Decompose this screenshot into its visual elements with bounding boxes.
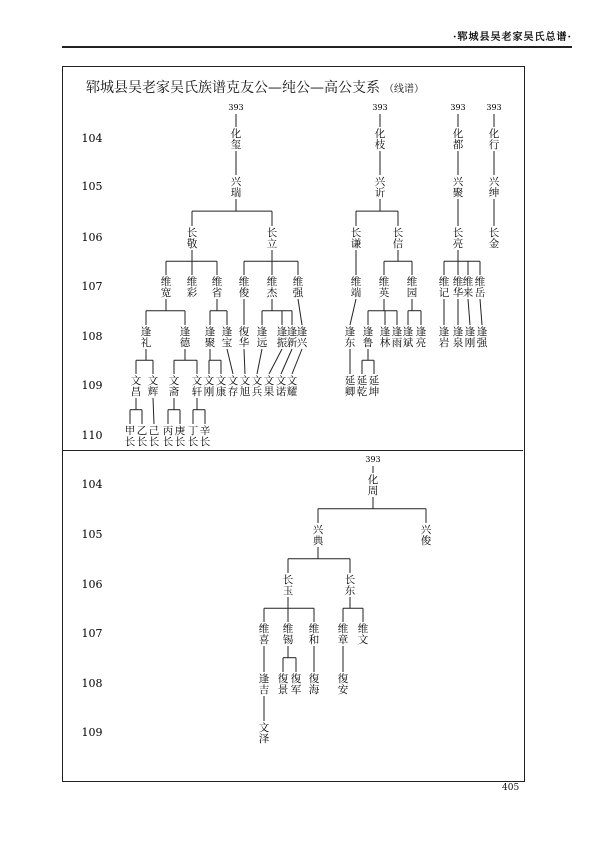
name-char: 化 (230, 128, 242, 140)
name-char: 英 (378, 287, 390, 299)
name-char: 復 (337, 673, 349, 685)
connector-line (350, 299, 356, 325)
name-char: 復 (308, 673, 320, 685)
name-char: 逢 (379, 326, 391, 338)
name-char: 逢 (402, 326, 414, 338)
name-char: 维 (238, 276, 250, 288)
generation-label: 108 (81, 677, 103, 690)
person-name (439, 325, 450, 349)
name-char: 杰 (266, 287, 278, 299)
name-char: 长 (136, 436, 148, 448)
name-char: 礼 (140, 337, 152, 349)
name-char: 兴 (230, 176, 242, 188)
generation-label: 109 (81, 379, 103, 392)
name-char: 化 (367, 474, 379, 486)
connector-line (244, 349, 245, 374)
person-name (345, 574, 356, 597)
person-name (240, 375, 251, 398)
person-name (453, 127, 464, 151)
name-char: 辛 (199, 425, 211, 437)
person-name (283, 574, 294, 597)
name-char: 华 (452, 287, 464, 299)
person-name (141, 325, 152, 349)
name-char: 长 (488, 227, 500, 239)
name-char: 诺 (275, 386, 287, 398)
person-name (205, 325, 216, 349)
name-char: 枝 (374, 139, 386, 151)
running-header: ·郓城县吴老家吴氏总谱· (453, 32, 572, 43)
person-name (465, 325, 476, 349)
person-name (204, 375, 215, 398)
person-name (267, 275, 278, 299)
generation-label: 105 (81, 180, 103, 193)
name-char: 来 (462, 287, 474, 299)
name-char: 旭 (239, 386, 251, 398)
name-char: 聚 (452, 187, 464, 199)
person-name (228, 375, 239, 398)
person-name (231, 176, 242, 199)
person-name (169, 375, 180, 398)
person-name (453, 325, 464, 349)
name-char: 延 (344, 375, 356, 387)
name-char: 雨 (391, 337, 403, 349)
person-name (463, 275, 474, 299)
name-char: 玉 (282, 585, 294, 597)
name-char: 维 (186, 276, 198, 288)
person-name (187, 227, 198, 250)
name-char: 长 (392, 227, 404, 239)
connector-line (480, 299, 482, 325)
name-char: 长 (344, 574, 356, 586)
person-name (313, 524, 324, 547)
connector-line (468, 299, 470, 325)
name-char: 章 (337, 634, 349, 646)
name-char: 宽 (160, 287, 172, 299)
person-name (287, 375, 298, 398)
person-name (192, 375, 203, 398)
name-char: 长 (199, 436, 211, 448)
name-char: 斋 (168, 386, 180, 398)
name-char: 坤 (368, 386, 380, 398)
person-name (368, 473, 379, 497)
name-char: 斌 (402, 337, 414, 349)
name-char: 聚 (204, 337, 216, 349)
name-char: 景 (277, 684, 289, 696)
name-char: 丁 (187, 425, 199, 437)
name-char: 逢 (286, 326, 298, 338)
name-char: 泉 (452, 337, 464, 349)
name-char: 强 (476, 337, 488, 349)
person-name (416, 325, 427, 349)
name-char: 昌 (130, 386, 142, 398)
name-char: 长 (187, 436, 199, 448)
name-char: 卿 (344, 386, 356, 398)
name-char: 文 (263, 375, 275, 387)
person-name (125, 425, 136, 448)
generation-label: 104 (81, 132, 103, 145)
name-char: 长 (282, 574, 294, 586)
connector-line (269, 349, 282, 374)
name-char: 林 (379, 337, 391, 349)
person-name (489, 127, 500, 151)
name-char: 园 (406, 287, 418, 299)
generation-number: 393 (372, 103, 388, 112)
person-name (297, 325, 308, 349)
name-char: 德 (179, 337, 191, 349)
person-name (216, 375, 227, 398)
person-name (489, 227, 500, 250)
name-char: 文 (168, 375, 180, 387)
person-name (212, 275, 223, 299)
name-char: 记 (438, 287, 450, 299)
person-name (403, 325, 414, 349)
name-char: 文 (258, 722, 270, 734)
person-name (259, 622, 270, 646)
generation-label: 107 (81, 627, 103, 640)
connector-line (153, 398, 154, 424)
generation-label: 104 (81, 478, 103, 491)
person-name (489, 176, 500, 199)
name-char: 甲 (124, 425, 136, 437)
person-name (131, 375, 142, 398)
name-char: 逢 (362, 326, 374, 338)
name-char: 维 (266, 276, 278, 288)
generation-number: 393 (365, 455, 381, 464)
name-char: 逢 (221, 326, 233, 338)
name-char: 维 (292, 276, 304, 288)
name-char: 维 (350, 276, 362, 288)
person-name (259, 672, 270, 696)
name-char: 长 (452, 227, 464, 239)
generation-label: 106 (81, 231, 103, 244)
name-char: 岩 (438, 337, 450, 349)
person-name (259, 722, 270, 745)
name-char: 泽 (258, 733, 270, 745)
name-char: 兵 (251, 386, 263, 398)
name-char: 瑞 (230, 187, 242, 199)
name-char: 逢 (438, 326, 450, 338)
name-char: 文 (203, 375, 215, 387)
connector-line (257, 349, 262, 374)
name-char: 信 (392, 238, 404, 250)
name-char: 化 (374, 128, 386, 140)
person-name (309, 672, 320, 696)
name-char: 刚 (203, 386, 215, 398)
name-char: 喜 (258, 634, 270, 646)
name-char: 长 (148, 436, 160, 448)
name-char: 文 (191, 375, 203, 387)
person-name (149, 425, 160, 448)
person-name (278, 672, 289, 696)
name-char: 逢 (258, 673, 270, 685)
name-char: 安 (337, 684, 349, 696)
name-char: 康 (215, 386, 227, 398)
name-char: 文 (227, 375, 239, 387)
person-name (439, 275, 450, 299)
name-char: 维 (337, 623, 349, 635)
name-char: 延 (368, 375, 380, 387)
name-char: 庚 (174, 425, 186, 437)
name-char: 省 (211, 287, 223, 299)
person-name (180, 325, 191, 349)
name-char: 维 (308, 623, 320, 635)
generation-label: 106 (81, 578, 103, 591)
generation-label: 107 (81, 280, 103, 293)
name-char: 长 (266, 227, 278, 239)
name-char: 典 (312, 535, 324, 547)
name-char: 鲁 (362, 337, 374, 349)
name-char: 䜣 (374, 187, 386, 199)
name-char: 亮 (452, 238, 464, 250)
person-name (477, 325, 488, 349)
name-char: 文 (215, 375, 227, 387)
name-char: 逢 (140, 326, 152, 338)
name-char: 逢 (452, 326, 464, 338)
name-char: 刚 (464, 337, 476, 349)
person-name (222, 325, 233, 349)
person-name (257, 325, 268, 349)
name-char: 长 (350, 227, 362, 239)
name-char: 远 (256, 337, 268, 349)
person-name (351, 275, 362, 299)
name-char: 周 (367, 485, 379, 497)
person-name (283, 622, 294, 646)
title-subtitle: （线谱） (384, 84, 424, 95)
name-char: 和 (308, 634, 320, 646)
name-char: 维 (282, 623, 294, 635)
connector-line (292, 349, 302, 374)
person-name (375, 176, 386, 199)
name-char: 俊 (238, 287, 250, 299)
person-name (357, 374, 368, 398)
name-char: 轩 (191, 386, 203, 398)
generation-number: 393 (450, 103, 466, 112)
person-name (475, 275, 486, 299)
person-name (375, 127, 386, 151)
generation-label: 110 (81, 429, 103, 442)
name-char: 文 (239, 375, 251, 387)
name-char: 化 (488, 128, 500, 140)
name-char: 亮 (415, 337, 427, 349)
name-char: 復 (277, 673, 289, 685)
name-char: 兴 (420, 524, 432, 536)
generation-label: 108 (81, 330, 103, 343)
person-name (453, 176, 464, 199)
name-char: 维 (438, 276, 450, 288)
name-char: 延 (356, 375, 368, 387)
person-name (239, 275, 250, 299)
name-char: 逢 (391, 326, 403, 338)
person-name (338, 672, 349, 696)
name-char: 维 (406, 276, 418, 288)
name-char: 己 (148, 425, 160, 437)
person-name (252, 375, 263, 398)
person-name (200, 424, 211, 448)
name-char: 逢 (296, 326, 308, 338)
name-char: 復 (290, 673, 302, 685)
name-char: 逢 (464, 326, 476, 338)
name-char: 兴 (488, 176, 500, 188)
name-char: 振 (276, 337, 288, 349)
name-char: 乾 (356, 386, 368, 398)
name-char: 丙 (162, 425, 174, 437)
name-char: 华 (238, 337, 250, 349)
name-char: 文 (275, 375, 287, 387)
person-name (358, 622, 369, 646)
name-char: 东 (344, 585, 356, 597)
person-name (231, 127, 242, 151)
name-char: 吉 (258, 684, 270, 696)
name-char: 逢 (256, 326, 268, 338)
name-char: 长 (162, 436, 174, 448)
name-char: 军 (290, 684, 302, 696)
name-char: 维 (378, 276, 390, 288)
generation-number: 393 (486, 103, 502, 112)
connector-line (281, 349, 292, 374)
tree-connectors (130, 114, 494, 424)
name-char: 耀 (286, 386, 298, 398)
person-name (407, 275, 418, 299)
name-char: 端 (350, 287, 362, 299)
person-name (453, 227, 464, 250)
name-char: 文 (251, 375, 263, 387)
person-name (163, 425, 174, 448)
page-number: 405 (502, 783, 520, 793)
name-char: 东 (344, 337, 356, 349)
name-char: 长 (124, 436, 136, 448)
name-char: 兴 (452, 176, 464, 188)
name-char: 兴 (296, 337, 308, 349)
name-char: 乙 (136, 425, 148, 437)
connector-line (298, 299, 302, 325)
person-name (345, 325, 356, 349)
name-char: 长 (174, 436, 186, 448)
person-name (379, 275, 390, 299)
name-char: 逢 (179, 326, 191, 338)
person-name (369, 374, 380, 398)
name-char: 新 (286, 337, 298, 349)
name-char: 都 (452, 139, 464, 151)
person-name (392, 325, 403, 349)
connector-line (227, 349, 233, 374)
person-name (188, 425, 199, 448)
name-char: 果 (263, 386, 275, 398)
name-char: 復 (238, 326, 250, 338)
person-name (421, 524, 432, 547)
generation-label: 109 (81, 726, 103, 739)
person-name (148, 375, 159, 398)
name-char: 文 (147, 375, 159, 387)
name-char: 逢 (344, 326, 356, 338)
generation-label: 105 (81, 528, 103, 541)
name-char: 敬 (186, 238, 198, 250)
name-char: 维 (462, 276, 474, 288)
person-name (309, 622, 320, 646)
person-name (291, 672, 302, 696)
name-char: 谦 (350, 238, 362, 250)
person-name (264, 375, 275, 398)
name-char: 文 (286, 375, 298, 387)
name-char: 兴 (374, 176, 386, 188)
title-text: 郓城县吴老家吴氏族谱克友公—纯公—高公支系 (86, 80, 380, 96)
person-name (363, 325, 374, 349)
name-char: 维 (357, 623, 369, 635)
name-char: 长 (186, 227, 198, 239)
person-name (393, 227, 404, 250)
person-name (351, 227, 362, 250)
person-name (276, 375, 287, 398)
name-char: 岳 (474, 287, 486, 299)
person-name (239, 325, 250, 349)
name-char: 维 (211, 276, 223, 288)
name-char: 存 (227, 386, 239, 398)
name-char: 绅 (488, 187, 500, 199)
person-name (345, 374, 356, 398)
name-char: 彩 (186, 287, 198, 299)
name-char: 文 (357, 634, 369, 646)
name-char: 逢 (276, 326, 288, 338)
name-char: 立 (266, 238, 278, 250)
name-char: 强 (292, 287, 304, 299)
name-char: 维 (474, 276, 486, 288)
name-char: 逢 (204, 326, 216, 338)
name-char: 玺 (230, 139, 242, 151)
name-char: 辉 (147, 386, 159, 398)
person-name (293, 275, 304, 299)
person-name (380, 325, 391, 349)
name-char: 维 (452, 276, 464, 288)
person-name (161, 275, 172, 299)
person-name (338, 622, 349, 646)
name-char: 维 (160, 276, 172, 288)
name-char: 文 (130, 375, 142, 387)
name-char: 锡 (282, 634, 294, 646)
person-name (267, 227, 278, 250)
name-char: 逢 (476, 326, 488, 338)
person-name (187, 275, 198, 299)
name-char: 宝 (221, 337, 233, 349)
name-char: 金 (488, 238, 500, 250)
generation-number: 393 (228, 103, 244, 112)
name-char: 兴 (312, 524, 324, 536)
name-char: 俊 (420, 535, 432, 547)
name-char: 行 (488, 139, 500, 151)
person-name (137, 425, 148, 448)
name-char: 逢 (415, 326, 427, 338)
name-char: 维 (258, 623, 270, 635)
name-char: 化 (452, 128, 464, 140)
name-char: 海 (308, 684, 320, 696)
person-name (175, 424, 186, 448)
